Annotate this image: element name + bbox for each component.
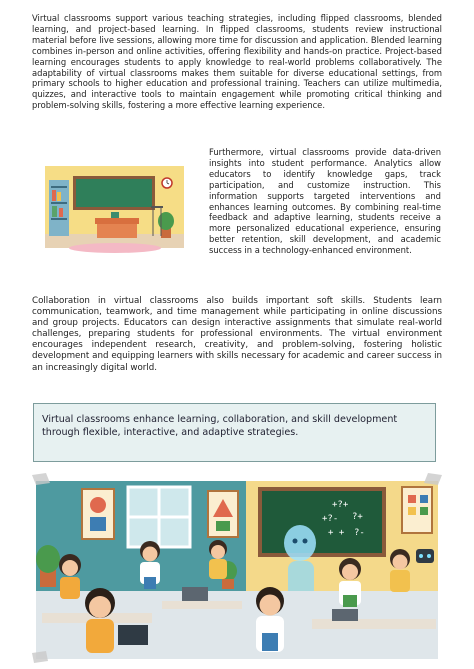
board-math-2: +?- <box>322 514 339 524</box>
desk-center <box>162 601 242 609</box>
summary-callout <box>33 403 436 462</box>
student-boy-center <box>209 540 227 579</box>
robot-head-icon <box>284 525 316 561</box>
desk-right <box>312 619 436 629</box>
student-boy-front-right <box>256 587 284 652</box>
student-girl-far-right <box>390 549 410 592</box>
laptop-icon <box>182 587 208 601</box>
wall-art-left <box>82 489 114 539</box>
analytics-paragraph: Furthermore, virtual classrooms provide data-driven insights into student performance. Analytics allow educators to identify knowledge gaps, track participation, and customize instruction. This information supports targeted interventions and enhances learning outcomes. By combining real-time feedback and adaptive learning, students receive a more personalized educational experience, ensuring better retention, skill development, and academic success in a technology-enhanced environment. <box>209 147 441 256</box>
tablet-icon <box>118 625 148 645</box>
classroom-illustration <box>41 162 188 259</box>
intro-paragraph: Virtual classrooms support various teaching strategies, including flipped classrooms, blended learning, and project-based learning. In flipped classrooms, students review instructional material before live sessions, allowing more time for discussion and application. Blended learning combines in-person and online activities, offering flexibility and hands-on practice. Project-based learning encourages students to apply knowledge to real-world problems collaboratively. The adaptability of virtual classrooms makes them suitable for diverse educational settings, from primary schools to higher education and professional training. Teachers can utilize multimedia, quizzes, and interactive tools to maintain engagement while promoting critical thinking and problem-solving skills, fostering a more effective learning experience. <box>32 13 442 111</box>
board-math-4: + + <box>328 528 345 538</box>
board-math-3: ?+ <box>352 512 363 522</box>
collaboration-paragraph: Collaboration in virtual classrooms also builds important soft skills. Students learn communication, teamwork, and time management while participating in online discussions and group projects. Educators can design interactive assignments that simulate real-world challenges, preparing students for professional environments. The virtual environment encourages independent research, creativity, and problem-solving, fostering holistic development and equipping learners with skills necessary for academic and career success in an increasingly digital world. <box>32 296 442 373</box>
callout-text: Virtual classrooms enhance learning, collaboration, and skill development through flexible, interactive, and adaptive strategies. <box>42 414 398 439</box>
student-girl-right <box>339 558 361 607</box>
student-boy-front-left <box>85 588 115 653</box>
chalkboard <box>76 179 152 207</box>
students-robot-illustration <box>32 473 442 663</box>
pink-rug <box>69 243 161 253</box>
teacher-desk <box>95 218 139 224</box>
laptop-icon-right <box>332 609 358 621</box>
small-robot-icon <box>416 549 434 563</box>
board-math-5: ?- <box>354 528 365 538</box>
student-girl-center <box>140 541 160 589</box>
plant-icon <box>158 212 174 230</box>
plant-icon <box>36 545 60 573</box>
board-math-1: +?+ <box>332 500 349 510</box>
